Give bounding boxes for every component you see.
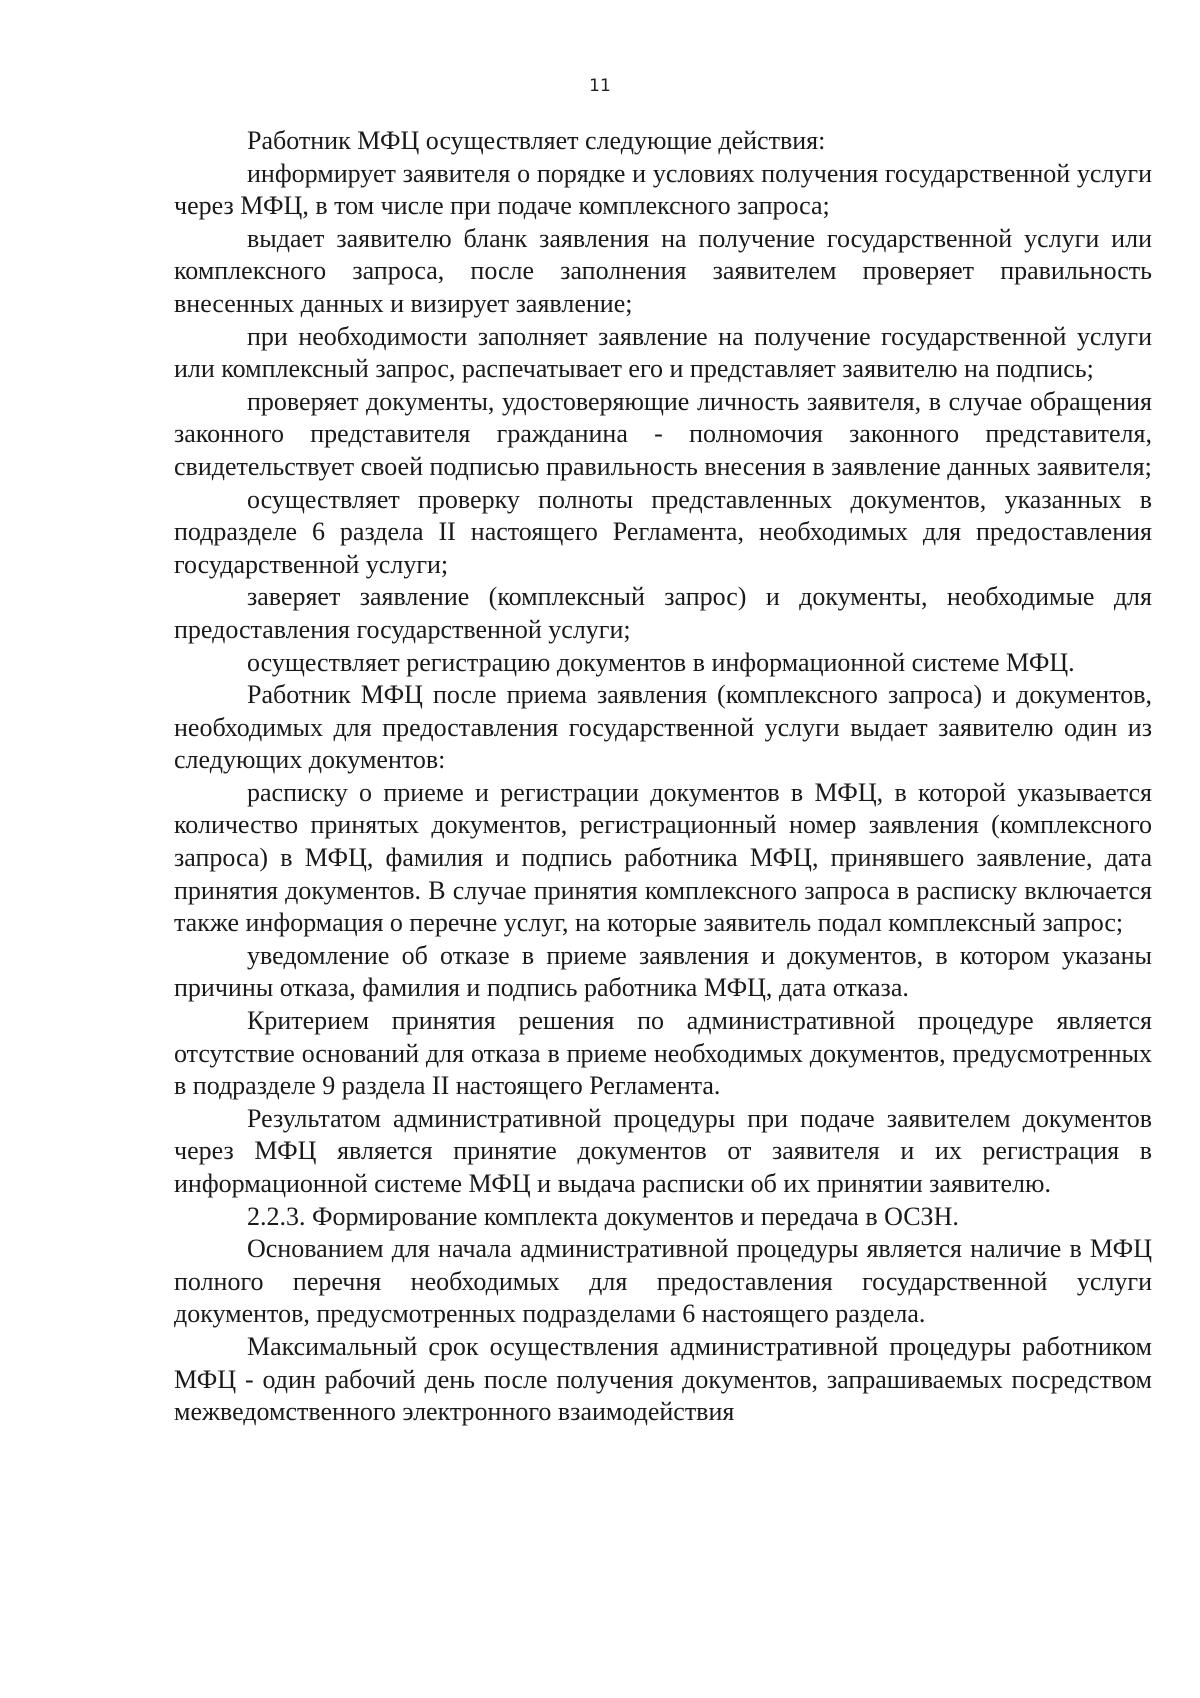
paragraph: уведомление об отказе в приеме заявления и документов, в котором указаны причины отказа, фамилия и подпись работника МФЦ, дата отказа. — [174, 940, 1152, 1003]
paragraph: осуществляет регистрацию документов в информационной системе МФЦ. — [247, 647, 1075, 677]
paragraph: осуществляет проверку полноты представленных документов, указанных в подразделе 6 раздела II настоящего Регламента, необходимых для предоставления государственной услуги; — [174, 484, 1152, 579]
paragraph: Результатом административной процедуры при подаче заявителем документов через МФЦ является принятие документов от заявителя и их регистрация в информационной системе МФЦ и выдача расписки об их принятии заявителю. — [174, 1103, 1152, 1198]
paragraph: проверяет документы, удостоверяющие личность заявителя, в случае обращения законного представителя гражданина - полномочия законного представителя, свидетельствует своей подписью правильность внесения в заявление данных заявителя; — [174, 386, 1152, 481]
paragraph: при необходимости заполняет заявление на получение государственной услуги или комплексный запрос, распечатывает его и представляет заявителю на подпись; — [174, 321, 1152, 384]
paragraph: заверяет заявление (комплексный запрос) и документы, необходимые для предоставления государственной услуги; — [174, 582, 1152, 644]
section-heading: 2.2.3. Формирование комплекта документов и передача в ОСЗН. — [247, 1201, 959, 1231]
paragraph: Критерием принятия решения по административной процедуре является отсутствие оснований для отказа в приеме необходимых документов, предусмотренных в подразделе 9 раздела II настоящего Регламента. — [174, 1006, 1152, 1101]
paragraph: Работник МФЦ после приема заявления (комплексного запроса) и документов, необходимых для предоставления государственной услуги выдает заявителю один из следующих документов: — [174, 680, 1152, 775]
paragraph: расписку о приеме и регистрации документов в МФЦ, в которой указывается количество принятых документов, регистрационный номер заявления (комплексного запроса) в МФЦ, фамилия и подпись работника МФЦ, принявшего заявление, дата принятия документов. В случае принятия комплексного запроса в расписку включается также информация о перечне услуг, на которые заявитель подал комплексный запрос; — [174, 777, 1152, 938]
paragraph: информирует заявителя о порядке и условиях получения государственной услуги через МФЦ, в том числе при подаче комплексного запроса; — [174, 158, 1152, 221]
page-number: 11 — [589, 76, 611, 96]
document-body — [174, 125, 1152, 1429]
paragraph: Максимальный срок осуществления административной процедуры работником МФЦ - один рабочий день после получения документов, запрашиваемых посредством межведомственного электронного взаимодействия — [174, 1331, 1152, 1427]
paragraph: Работник МФЦ осуществляет следующие действия: — [247, 126, 826, 155]
paragraph: выдает заявителю бланк заявления на получение государственной услуги или комплексного запроса, после заполнения заявителем проверяет правильность внесенных данных и визирует заявление; — [174, 223, 1152, 318]
paragraph: Основанием для начала административной процедуры является наличие в МФЦ полного перечня необходимых для предоставления государственной услуги документов, предусмотренных подразделами 6 настоящего раздела. — [174, 1234, 1152, 1329]
